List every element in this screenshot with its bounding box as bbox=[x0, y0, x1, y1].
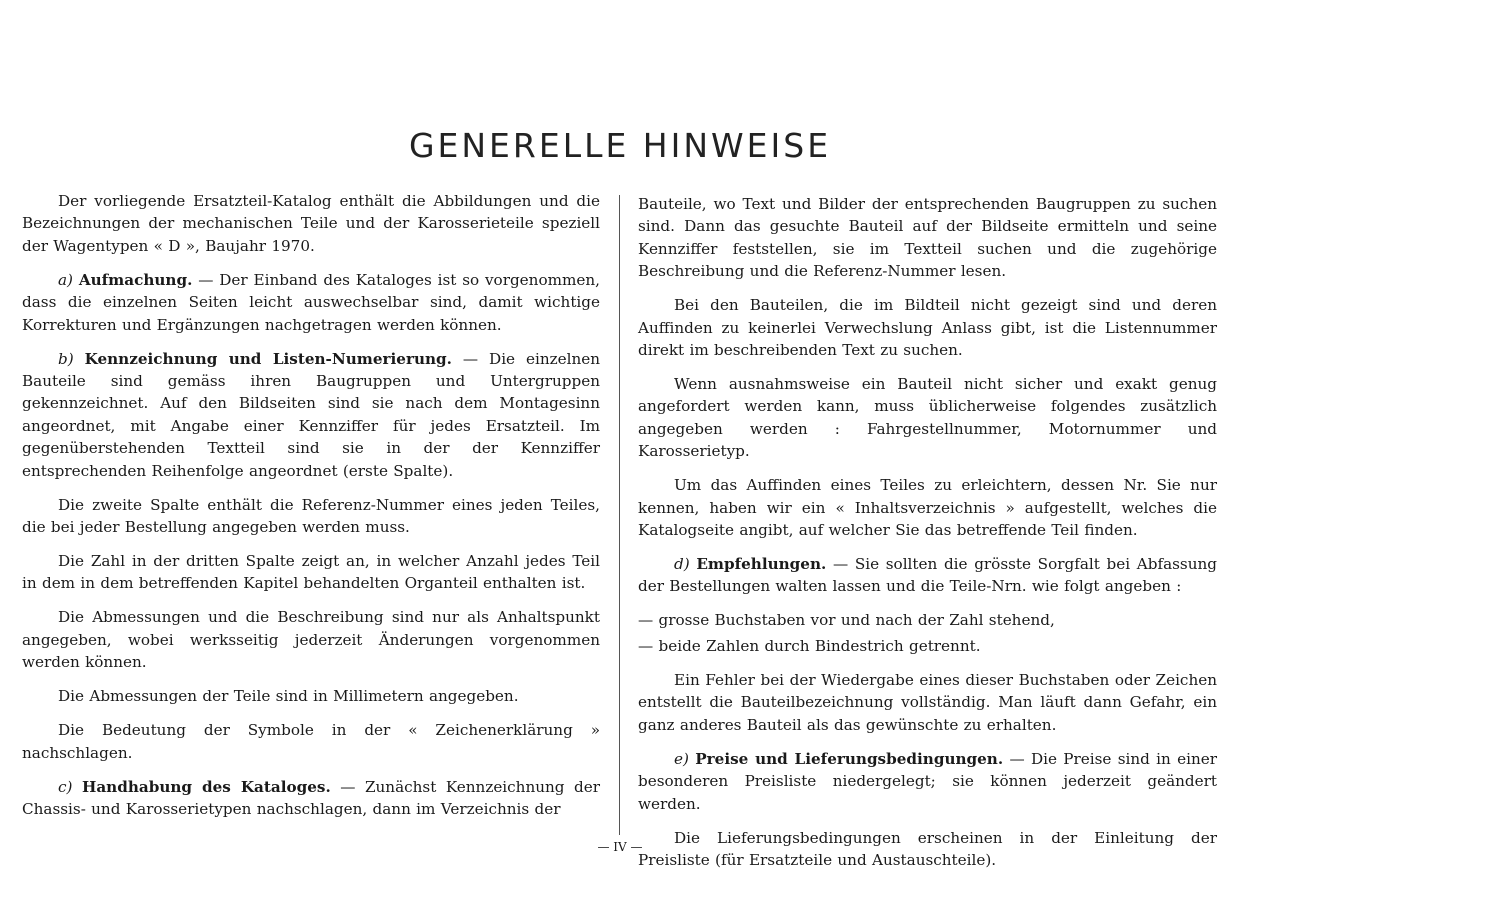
section-letter: a) bbox=[58, 270, 73, 289]
paragraph-preise bbox=[638, 748, 1217, 815]
paragraph-lieferung: Die Lieferungsbedingungen erscheinen in der Einleitung der Preisliste (für Ersatzteile und Austauschteile). bbox=[638, 828, 1217, 869]
section-heading: Empfehlungen. bbox=[696, 555, 827, 574]
paragraph-aufmachung bbox=[22, 269, 600, 336]
paragraph-kennzeichnung bbox=[22, 348, 600, 482]
section-letter: e) bbox=[674, 749, 689, 768]
paragraph-intro: Der vorliegende Ersatzteil-Katalog enthält die Abbildungen und die Bezeichnungen der mechanischen Teile und der Karosserieteile speziell der Wagentypen « D », Baujahr 1970. bbox=[22, 192, 600, 255]
paragraph-millimeters: Die Abmessungen der Teile sind in Millimetern angegeben. bbox=[58, 687, 519, 706]
paragraph-error-warning: Ein Fehler bei der Wiedergabe eines dieser Buchstaben oder Zeichen entstellt die Bauteilbezeichnung vollständig. Man läuft dann Gefahr, ein ganz anderes Bauteil als das gewünschte zu erhalten. bbox=[638, 670, 1217, 734]
section-text: — Die Preise sind in einer besonderen Preisliste niedergelegt; sie können jederzeit geändert werden. bbox=[638, 749, 1217, 813]
section-letter: d) bbox=[674, 555, 690, 574]
right-column bbox=[638, 193, 1217, 883]
paragraph-continuation: Bauteile, wo Text und Bilder der entsprechenden Baugruppen zu suchen sind. Dann das gesuchte Bauteil auf der Bildseite ermitteln und seine Kennziffer feststellen, sie im Textteil suchen und die zugehörige Beschreibung und die Referenz-Nummer lesen. bbox=[638, 195, 1217, 281]
paragraph-additional-info: Wenn ausnahmsweise ein Bauteil nicht sicher und exakt genug angefordert werden kann, muss üblicherweise folgendes zusätzlich angegeben werden : Fahrgestellnummer, Motornummer und Karosserietyp. bbox=[638, 375, 1217, 461]
section-letter: b) bbox=[58, 349, 74, 368]
page-number: — IV — bbox=[597, 840, 643, 854]
paragraph-symbols: Die Bedeutung der Symbole in der « Zeichenerklärung » nachschlagen. bbox=[22, 721, 600, 762]
section-heading: Handhabung des Kataloges. bbox=[81, 777, 331, 796]
section-heading: Aufmachung. bbox=[78, 270, 193, 289]
paragraph-list-number: Bei den Bauteilen, die im Bildteil nicht gezeigt sind und deren Auffinden zu keinerlei Verwechslung Anlass gibt, ist die Listennummer direkt im beschreibenden Text zu suchen. bbox=[638, 296, 1217, 360]
paragraph-empfehlungen bbox=[638, 553, 1217, 598]
section-letter: c) bbox=[58, 777, 73, 796]
left-column bbox=[22, 190, 600, 832]
section-text: — Zunächst Kennzeichnung der Chassis- und Karosserietypen nachschlagen, dann im Verzeichnis der bbox=[22, 777, 601, 819]
paragraph-second-column: Die zweite Spalte enthält die Referenz-Nummer eines jeden Teiles, die bei jeder Bestellung angegeben werden muss. bbox=[22, 495, 600, 537]
section-heading: Kennzeichnung und Listen-Numerierung. bbox=[84, 349, 452, 368]
section-text: — Sie sollten die grösste Sorgfalt bei Abfassung der Bestellungen walten lassen und die Teile-Nrn. wie folgt angeben : bbox=[638, 555, 1217, 596]
paragraph-third-column: Die Zahl in der dritten Spalte zeigt an, in welcher Anzahl jedes Teil in dem in dem betreffenden Kapitel behandelten Organteil enthalten ist. bbox=[22, 552, 600, 593]
paragraph-index: Um das Auffinden eines Teiles zu erleichtern, dessen Nr. Sie nur kennen, haben wir ein « Inhaltsverzeichnis » aufgestellt, welches die Katalogseite angibt, auf welcher Sie das betreffende Teil finden. bbox=[638, 476, 1217, 540]
paragraph-dimensions-note: Die Abmessungen und die Beschreibung sind nur als Anhaltspunkt angegeben, wobei werksseitig jederzeit Änderungen vorgenommen werden können. bbox=[22, 608, 600, 672]
paragraph-handhabung bbox=[22, 776, 600, 821]
column-divider bbox=[619, 195, 620, 835]
page-title: GENERELLE HINWEISE bbox=[408, 126, 832, 166]
section-heading: Preise und Lieferungsbedingungen. bbox=[695, 749, 1004, 768]
section-text: — Der Einband des Kataloges ist so vorgenommen, dass die einzelnen Seiten leicht auswechselbar sind, damit wichtige Korrekturen und Ergänzungen nachgetragen werden können. bbox=[22, 270, 600, 334]
list-item: — beide Zahlen durch Bindestrich getrennt. bbox=[638, 636, 981, 655]
list-item: — grosse Buchstaben vor und nach der Zahl stehend, bbox=[638, 611, 1055, 630]
section-text: — Die einzelnen Bauteile sind gemäss ihren Baugruppen und Untergruppen gekennzeichnet. Auf den Bildseiten sind sie nach dem Montagesinn angeordnet, mit Angabe einer Kennziffer für jedes Ersatzteil. Im gegenüberstehenden Textteil sind sie in der der Kennziffer entsprechenden Reihenfolge angeordnet (erste Spalte). bbox=[22, 349, 601, 480]
